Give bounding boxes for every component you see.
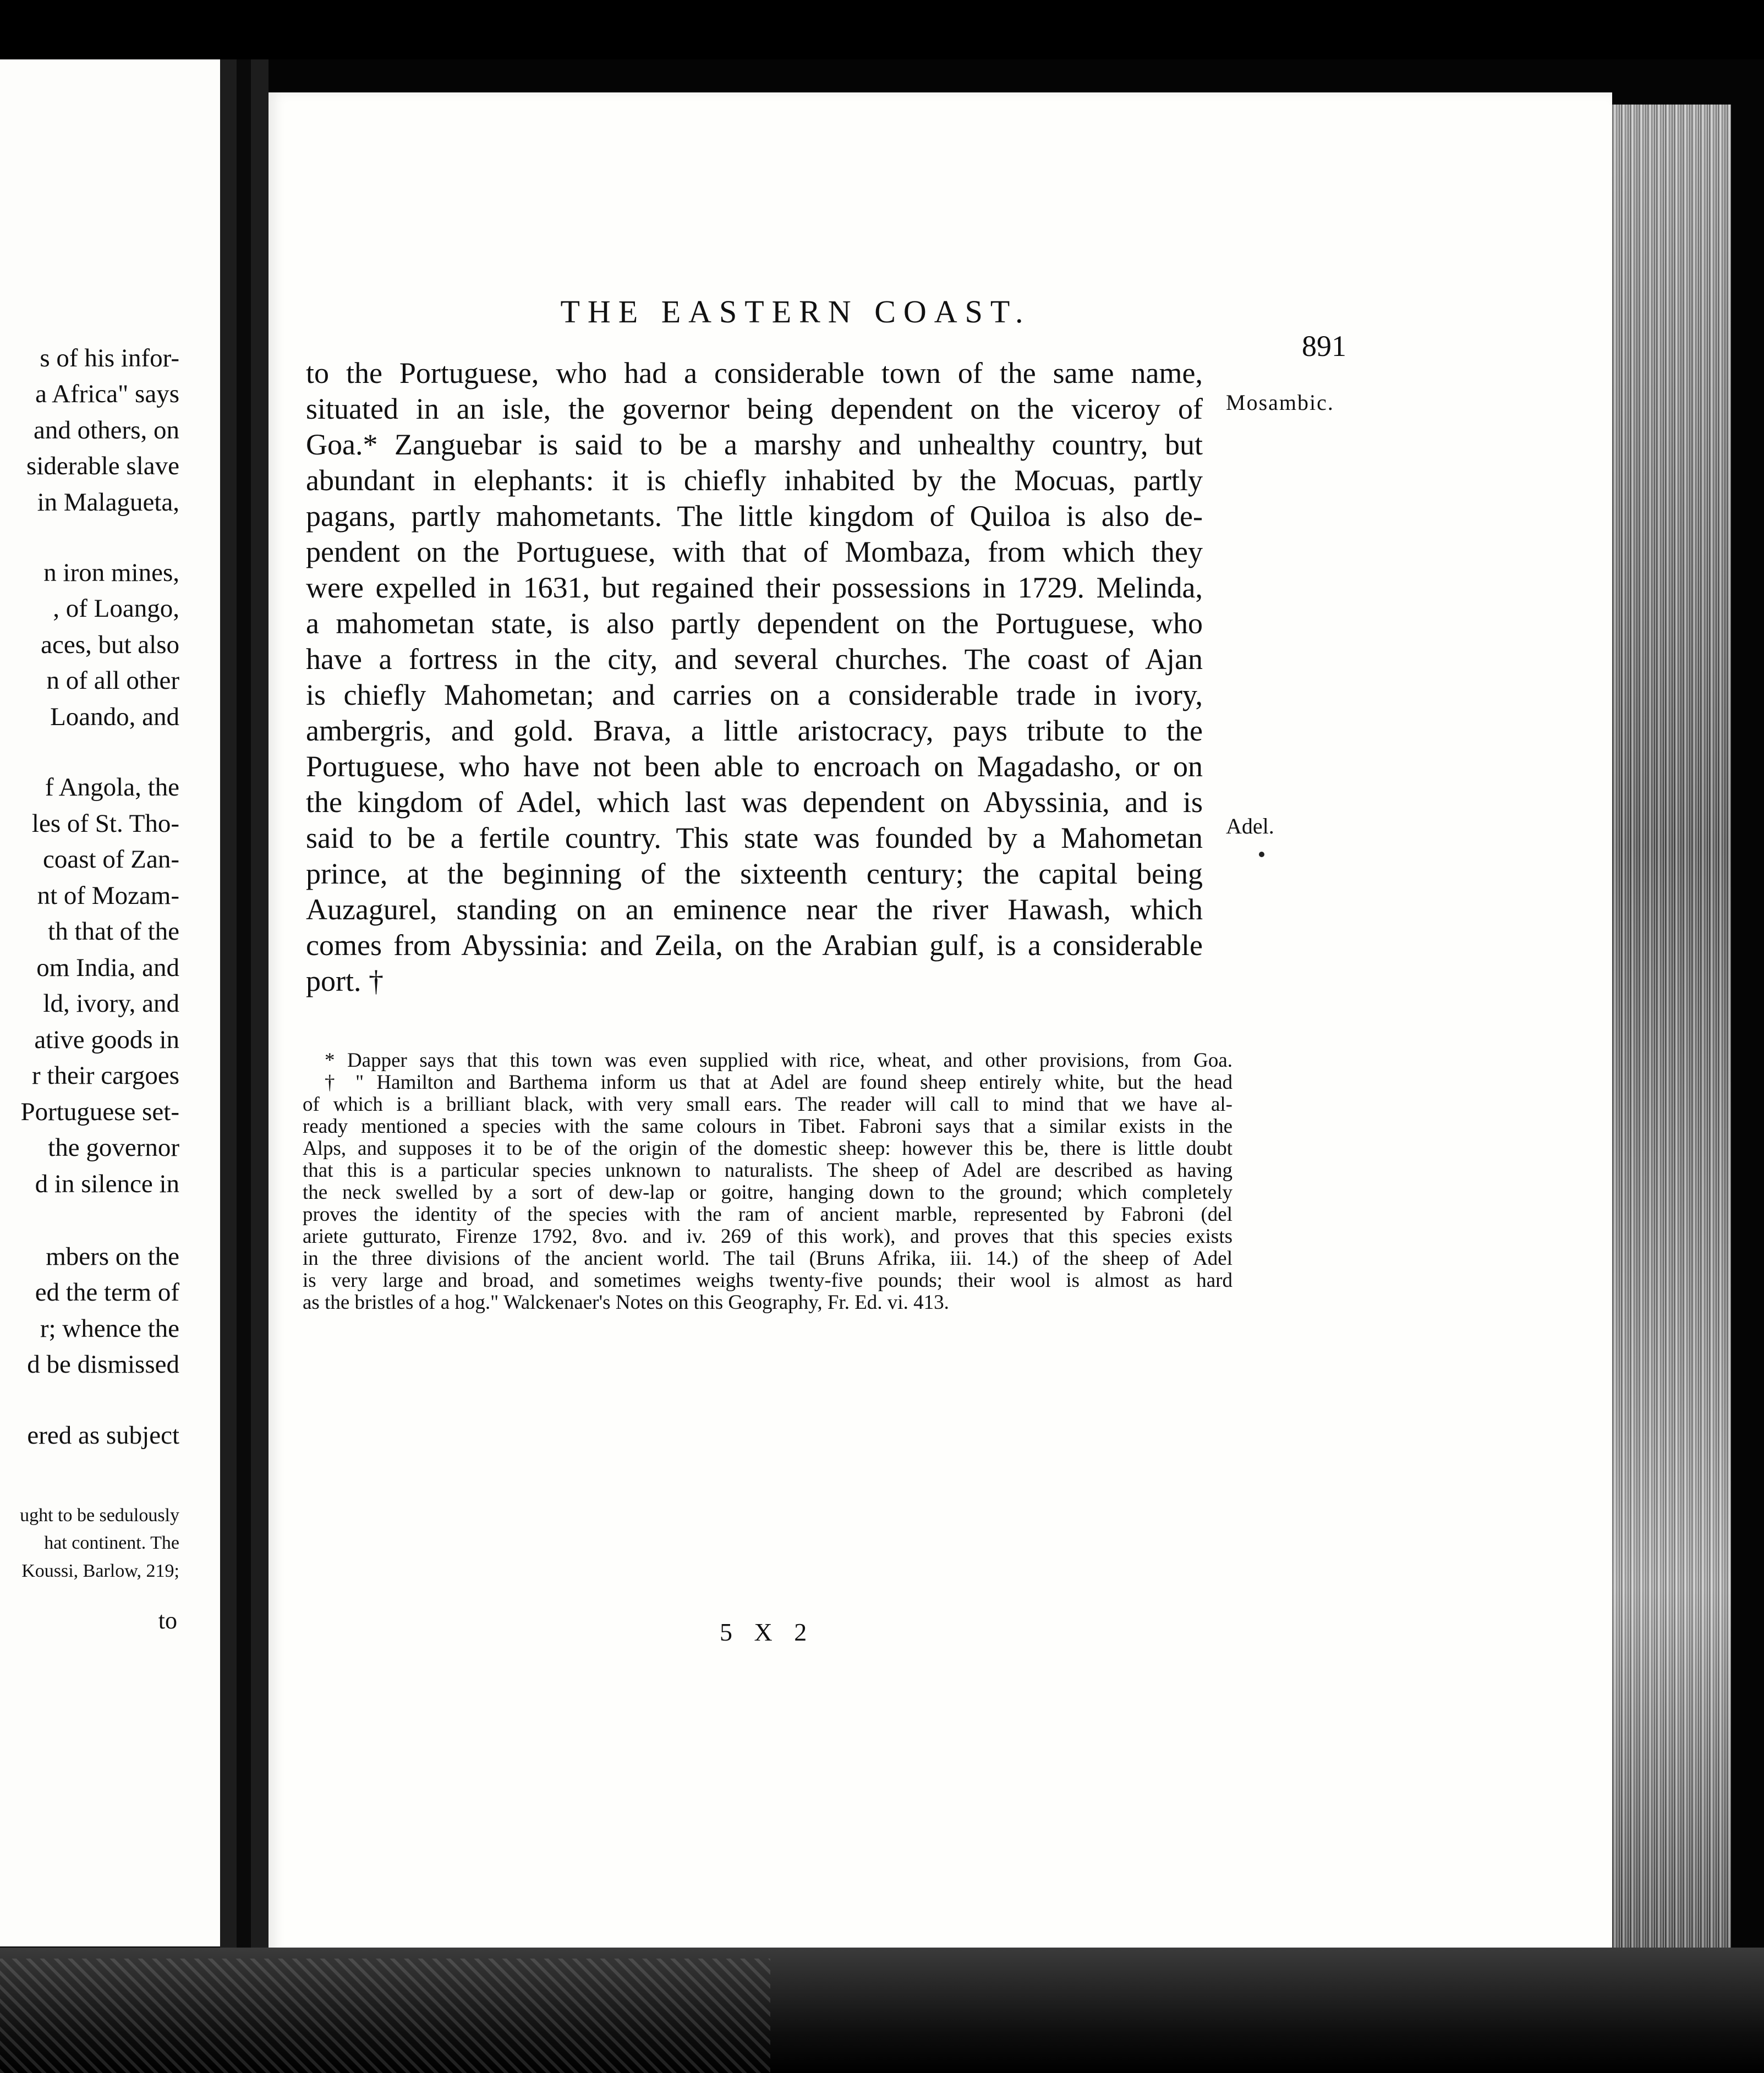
body-line: ambergris, and gold. Brava, a little aristocracy, pays tribute to the [306,714,1203,747]
left-page-line: aces, but also [41,630,179,659]
body-line: Portuguese, who have not been able to encroach on Magadasho, or on [306,750,1203,783]
margin-note-adel: Adel. [1226,814,1274,838]
left-page-line: th that of the [48,917,179,946]
body-line: pendent on the Portuguese, with that of Mombaza, from which they [306,535,1203,568]
left-page-line: s of his infor- [40,344,179,372]
body-line: a mahometan state, is also partly dependent on the Portuguese, who [306,607,1203,640]
page-number: 891 [1302,330,1346,363]
page-fore-edge [1612,105,1731,1959]
fore-edge-shading [1612,105,1731,1959]
body-line: abundant in elephants: it is chiefly inhabited by the Mocuas, partly [306,464,1203,497]
left-page-note-line: Koussi, Barlow, 219; [21,1561,179,1581]
body-line: is chiefly Mahometan; and carries on a considerable trade in ivory, [306,678,1203,711]
book-gutter [220,59,269,1952]
footnote-line: as the bristles of a hog." Walckenaer's Notes on this Geography, Fr. Ed. vi. 413. [303,1291,949,1314]
body-line: were expelled in 1631, but regained their possessions in 1729. Melinda, [306,571,1203,604]
left-page-line: d be dismissed [27,1350,179,1379]
left-page-line: nt of Mozam- [37,881,179,910]
left-page-line: Loando, and [50,703,179,731]
left-page-line: Portuguese set- [20,1098,179,1126]
left-page-line: in Malagueta, [37,488,179,517]
body-text [306,355,1203,999]
left-page-line: the governor [48,1133,179,1162]
footnote-line: proves the identity of the species with the ram of ancient marble, represented by Fabroni (del [303,1203,1232,1226]
left-page-line: les of St. Tho- [31,809,179,838]
left-page-note-line: ught to be sedulously [20,1505,179,1526]
left-page-line: r their cargoes [32,1061,179,1090]
gutter-shadow [237,59,251,1952]
footnote-line: of which is a brilliant black, with very small ears. The reader will call to mind that we have al- [303,1093,1232,1116]
footnote-line: * Dapper says that this town was even supplied with rice, wheat, and other provisions, from Goa. [325,1049,1232,1072]
main-page [269,92,1612,1957]
running-head: THE EASTERN COAST. [560,294,1031,330]
left-facing-page [0,59,220,1946]
body-line: Auzagurel, standing on an eminence near the river Hawash, which [306,893,1203,926]
body-line: to the Portuguese, who had a considerable town of the same name, [306,357,1203,390]
body-line: Goa.* Zanguebar is said to be a marshy and unhealthy country, but [306,428,1203,461]
top-border [0,0,1764,59]
body-line: situated in an isle, the governor being dependent on the viceroy of [306,392,1203,425]
body-line: the kingdom of Adel, which last was dependent on Abyssinia, and is [306,786,1203,819]
footnote-line: Alps, and supposes it to be of the origin of the domestic sheep: however this be, there is little doubt [303,1137,1232,1160]
footnotes [303,1050,1232,1314]
left-page-line: mbers on the [46,1242,179,1271]
body-line: prince, at the beginning of the sixteenth century; the capital being [306,857,1203,890]
body-line: have a fortress in the city, and several churches. The coast of Ajan [306,643,1203,676]
footnote-line: † " Hamilton and Barthema inform us that at Adel are found sheep entirely white, but the head [325,1071,1232,1094]
footnote-line: ariete gutturato, Firenze 1792, 8vo. and iv. 269 of this work), and proves that this species exists [303,1225,1232,1248]
left-page-note-line: hat continent. The [44,1533,179,1553]
left-page-line: f Angola, the [45,773,179,802]
left-page-line: n iron mines, [43,558,179,587]
margin-ink-mark [1259,852,1264,857]
body-line: pagans, partly mahometants. The little kingdom of Quiloa is also de- [306,500,1203,533]
left-page-line: d in silence in [35,1170,179,1198]
body-line: port. † [306,964,384,997]
left-page-line: siderable slave [26,452,179,480]
body-line: comes from Abyssinia: and Zeila, on the Arabian gulf, is a considerable [306,929,1203,962]
signature-mark: 5 X 2 [720,1618,815,1646]
left-page-line: n of all other [46,666,179,695]
left-page-line: r; whence the [40,1314,179,1343]
footnote-line: that this is a particular species unknown to naturalists. The sheep of Adel are described as having [303,1159,1232,1182]
left-page-line: coast of Zan- [43,845,179,874]
footnote-line: in the three divisions of the ancient world. The tail (Bruns Afrika, iii. 14.) of the sheep of Adel [303,1247,1232,1270]
left-page-line: ative goods in [34,1025,179,1054]
footnote-line: the neck swelled by a sort of dew-lap or goitre, hanging down to the ground; which completely [303,1181,1232,1204]
left-page-line: a Africa" says [35,380,179,408]
scan-background-texture [0,1959,770,2073]
left-page-catchword: to [158,1607,177,1634]
margin-note-mosambic: Mosambic. [1226,390,1334,415]
left-page-line: ered as subject [27,1421,179,1450]
body-line: said to be a fertile country. This state was founded by a Mahometan [306,821,1203,854]
left-page-line: and others, on [34,416,179,445]
footnote-line: ready mentioned a species with the same colours in Tibet. Fabroni says that a similar exists in the [303,1115,1232,1138]
left-page-line: , of Loango, [53,594,179,623]
left-page-line: om India, and [36,953,179,982]
footnote-line: is very large and broad, and sometimes weighs twenty-five pounds; their wool is almost as hard [303,1269,1232,1292]
left-page-line: ed the term of [35,1278,179,1307]
left-page-line: ld, ivory, and [43,989,179,1018]
